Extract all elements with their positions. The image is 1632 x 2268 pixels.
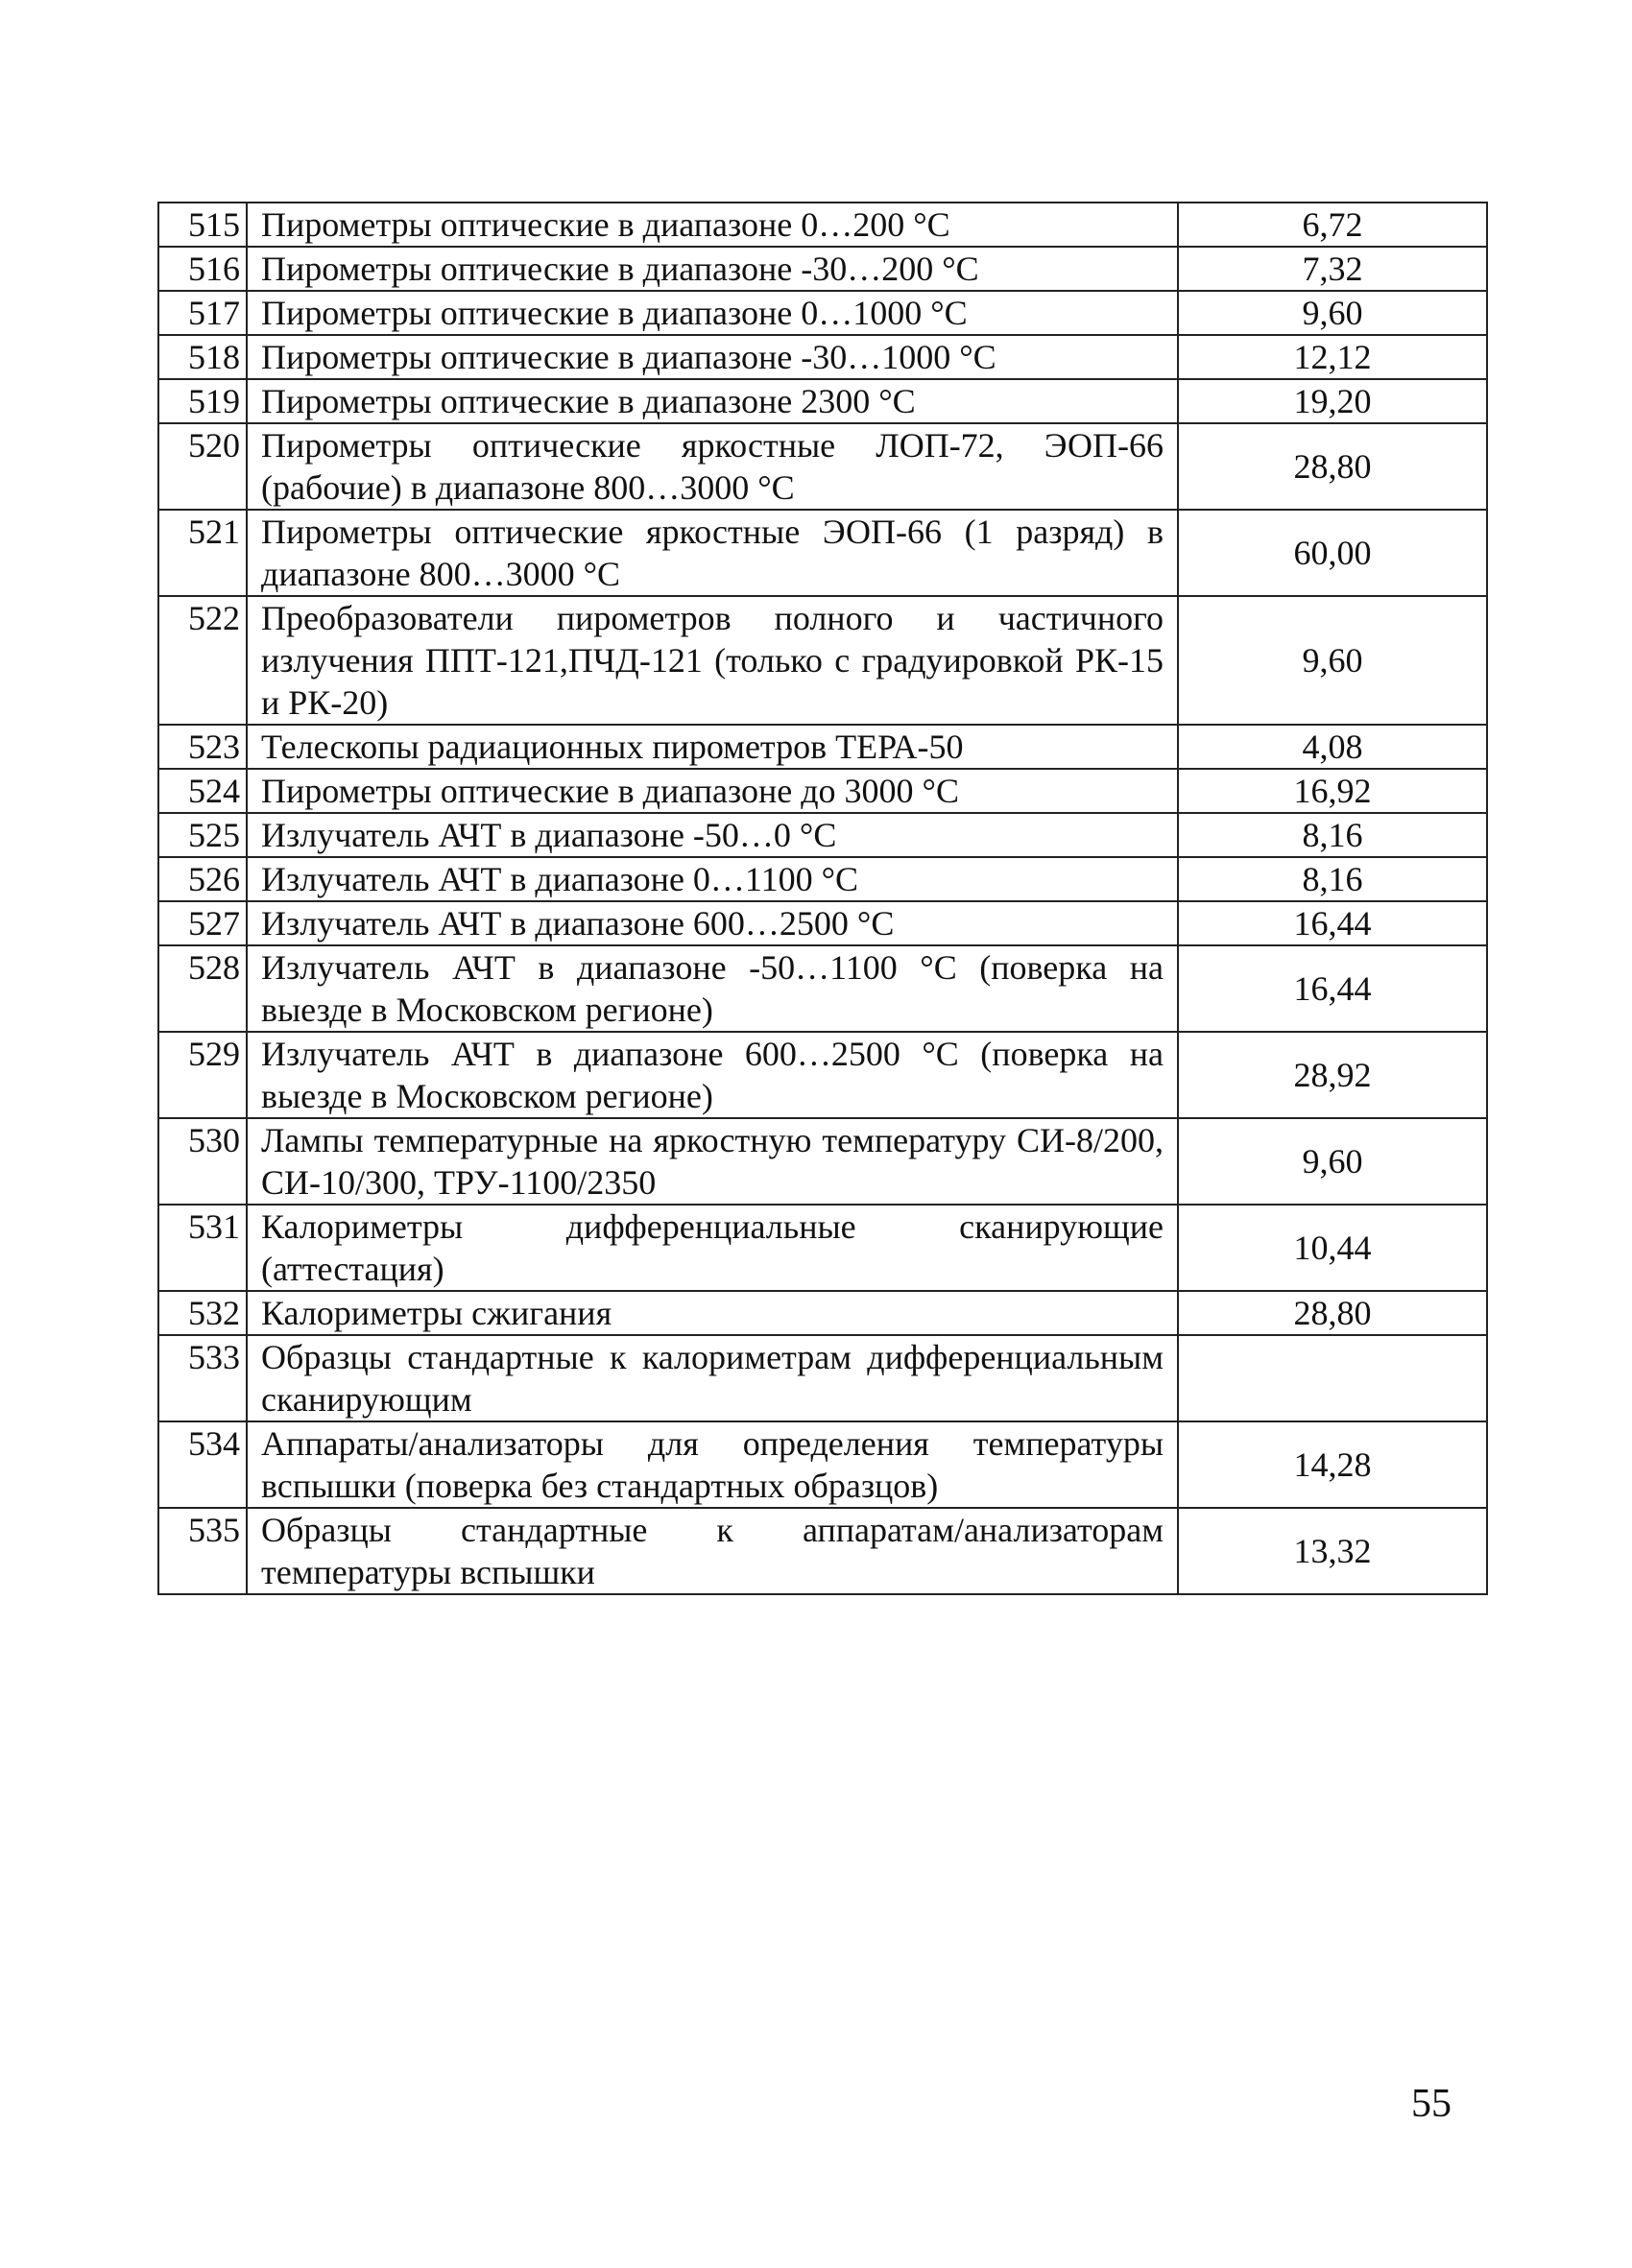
table-row	[158, 1335, 1487, 1421]
row-number: 515	[158, 203, 247, 247]
table-row	[158, 1508, 1487, 1594]
table-row	[158, 1205, 1487, 1291]
table-row	[158, 813, 1487, 857]
row-number: 528	[158, 945, 247, 1032]
item-name: Калориметры дифференциальные сканирующие (аттестация)	[247, 1205, 1178, 1291]
item-price: 13,32	[1178, 1508, 1487, 1594]
table-row	[158, 203, 1487, 247]
table-row	[158, 379, 1487, 423]
item-name: Пирометры оптические яркостные ЭОП-66 (1 разряд) в диапазоне 800…3000 °С	[247, 510, 1178, 596]
table-row	[158, 769, 1487, 813]
table-row	[158, 857, 1487, 901]
table-row	[158, 1421, 1487, 1508]
item-price	[1178, 1335, 1487, 1421]
item-name: Излучатель АЧТ в диапазоне 600…2500 °С	[247, 901, 1178, 945]
row-number: 517	[158, 291, 247, 335]
item-name: Пирометры оптические в диапазоне 0…1000 °С	[247, 291, 1178, 335]
row-number: 535	[158, 1508, 247, 1594]
item-name: Образцы стандартные к аппаратам/анализаторам температуры вспышки	[247, 1508, 1178, 1594]
table-row	[158, 725, 1487, 769]
item-name: Излучатель АЧТ в диапазоне 600…2500 °С (поверка на выезде в Московском регионе)	[247, 1032, 1178, 1118]
item-name: Излучатель АЧТ в диапазоне -50…1100 °С (поверка на выезде в Московском регионе)	[247, 945, 1178, 1032]
table-row	[158, 335, 1487, 379]
row-number: 524	[158, 769, 247, 813]
item-price: 7,32	[1178, 247, 1487, 291]
item-price: 60,00	[1178, 510, 1487, 596]
item-price: 9,60	[1178, 291, 1487, 335]
page-number: 55	[1411, 2082, 1452, 2126]
item-price: 16,44	[1178, 901, 1487, 945]
table-row	[158, 945, 1487, 1032]
table-row	[158, 247, 1487, 291]
item-name: Пирометры оптические яркостные ЛОП-72, ЭОП-66 (рабочие) в диапазоне 800…3000 °С	[247, 423, 1178, 510]
row-number: 522	[158, 596, 247, 725]
table-row	[158, 510, 1487, 596]
item-name: Телескопы радиационных пирометров ТЕРА-50	[247, 725, 1178, 769]
price-table	[157, 202, 1488, 1595]
item-price: 12,12	[1178, 335, 1487, 379]
row-number: 521	[158, 510, 247, 596]
row-number: 520	[158, 423, 247, 510]
item-name: Пирометры оптические в диапазоне 0…200 °С	[247, 203, 1178, 247]
item-name: Излучатель АЧТ в диапазоне -50…0 °С	[247, 813, 1178, 857]
table-row	[158, 1118, 1487, 1205]
item-name: Пирометры оптические в диапазоне -30…200 °С	[247, 247, 1178, 291]
item-name: Образцы стандартные к калориметрам дифференциальным сканирующим	[247, 1335, 1178, 1421]
table-row	[158, 423, 1487, 510]
item-price: 19,20	[1178, 379, 1487, 423]
row-number: 529	[158, 1032, 247, 1118]
table-row	[158, 291, 1487, 335]
item-name: Калориметры сжигания	[247, 1291, 1178, 1335]
item-name: Преобразователи пирометров полного и частичного излучения ППТ-121,ПЧД-121 (только с градуировкой РК-15 и РК-20)	[247, 596, 1178, 725]
item-price: 8,16	[1178, 813, 1487, 857]
item-price: 10,44	[1178, 1205, 1487, 1291]
row-number: 531	[158, 1205, 247, 1291]
item-price: 16,92	[1178, 769, 1487, 813]
item-price: 6,72	[1178, 203, 1487, 247]
table-row	[158, 1291, 1487, 1335]
row-number: 532	[158, 1291, 247, 1335]
item-price: 9,60	[1178, 596, 1487, 725]
item-price: 28,80	[1178, 1291, 1487, 1335]
table-row	[158, 901, 1487, 945]
row-number: 530	[158, 1118, 247, 1205]
item-price: 14,28	[1178, 1421, 1487, 1508]
item-name: Излучатель АЧТ в диапазоне 0…1100 °С	[247, 857, 1178, 901]
row-number: 533	[158, 1335, 247, 1421]
item-price: 16,44	[1178, 945, 1487, 1032]
row-number: 525	[158, 813, 247, 857]
row-number: 519	[158, 379, 247, 423]
row-number: 523	[158, 725, 247, 769]
table-row	[158, 596, 1487, 725]
row-number: 526	[158, 857, 247, 901]
item-price: 4,08	[1178, 725, 1487, 769]
item-name: Лампы температурные на яркостную температуру СИ-8/200, СИ-10/300, ТРУ-1100/2350	[247, 1118, 1178, 1205]
row-number: 527	[158, 901, 247, 945]
item-name: Пирометры оптические в диапазоне до 3000 °С	[247, 769, 1178, 813]
item-price: 9,60	[1178, 1118, 1487, 1205]
item-name: Пирометры оптические в диапазоне -30…1000 °С	[247, 335, 1178, 379]
table-row	[158, 1032, 1487, 1118]
item-price: 28,80	[1178, 423, 1487, 510]
item-price: 8,16	[1178, 857, 1487, 901]
row-number: 534	[158, 1421, 247, 1508]
item-price: 28,92	[1178, 1032, 1487, 1118]
item-name: Аппараты/анализаторы для определения температуры вспышки (поверка без стандартных образцов)	[247, 1421, 1178, 1508]
item-name: Пирометры оптические в диапазоне 2300 °С	[247, 379, 1178, 423]
row-number: 516	[158, 247, 247, 291]
row-number: 518	[158, 335, 247, 379]
